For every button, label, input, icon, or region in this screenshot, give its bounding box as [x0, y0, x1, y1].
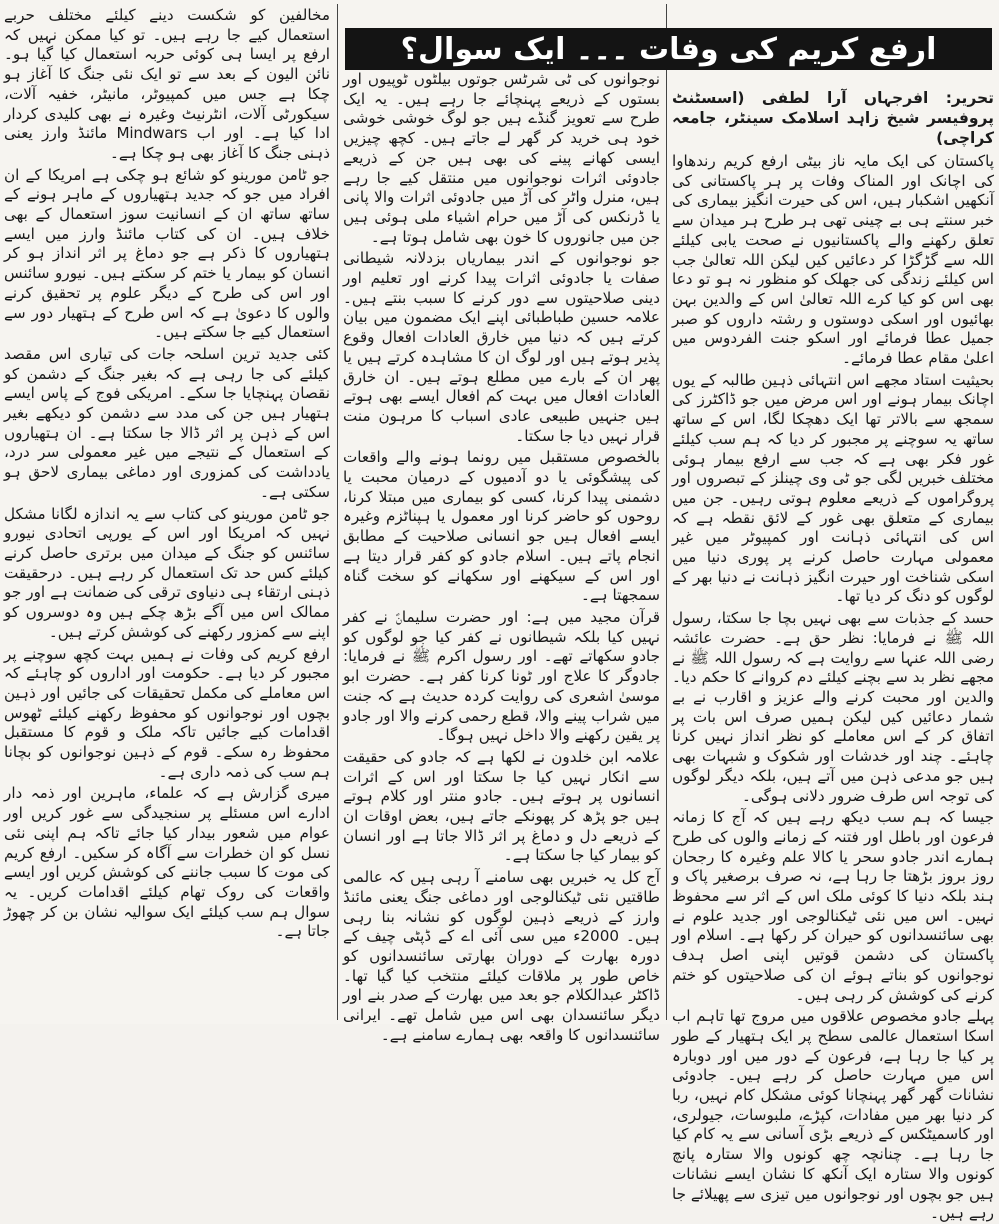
column-divider — [337, 4, 338, 1020]
paragraph: نوجوانوں کی ٹی شرٹس جوتوں بیلٹوں ٹوپیوں اور بستوں کے ذریعے پہنچائے جا رہے ہیں۔ یہ ایک طرح سے تعویز گنڈے ہیں جو لوگ خوشی خوشی خود ہی خرید کر گھر لے جاتے ہیں۔ کچھ چیزیں ایسی کھانے پینے کی بھی ہیں جن کے ذریعے جادوئی اثرات نوجوانوں میں منتقل کیے جا رہے ہیں، منرل واٹر کی آڑ میں جادوئی اثرات والا پانی یا ڈرنکس کی آڑ میں حرام اشیاء ملی ہوئی ہیں جن میں جانوروں کا خون بھی شامل ہوتا ہے۔ — [343, 70, 660, 246]
paragraph: جو ٹامن مورینو کو شائع ہو چکی ہے امریکا کے ان افراد میں جو کہ جدید ہتھیاروں کے ماہر ہونے کے ساتھ ساتھ ان کے انسانیت سوز استعمال کے بھی خلاف ہیں۔ ان کی کتاب مائنڈ وارز میں ایسے ہتھیاروں کا ذکر ہے جو دماغ پر اثر انداز ہو کر انسان کو بیمار یا ختم کر سکتے ہیں۔ نیورو سائنس اور اس کی طرح کے دیگر علوم پر تحقیق کرنے والوں کا دعویٰ ہے کہ اس طرح کے ہتھیار دور سے استعمال کیے جا سکتے ہیں۔ — [4, 165, 330, 342]
article-column-right — [672, 6, 994, 1223]
paragraph: مخالفین کو شکست دینے کیلئے مختلف حربے استعمال کیے جا رہے ہیں۔ تو کیا ممکن نہیں کہ ارفع پر ایسا ہی کوئی حربہ استعمال کیا گیا ہو۔ نائن الیون کے بعد سے تو ایک نئی جنگ کا آغاز ہو چکا ہے جس میں کمپیوٹر، مانیٹر، خفیہ آلات، سیکورٹی آلات، انٹرنیٹ وغیرہ نے بھی کلیدی کردار ادا کیا ہے۔ اور اب Mindwars مائنڈ وارز یعنی ذہنی جنگ کا آغاز بھی ہو چکا ہے۔ — [4, 6, 330, 162]
paragraph: آج کل یہ خبریں بھی سامنے آ رہی ہیں کہ عالمی طاقتیں نئی ٹیکنالوجی اور دماغی جنگ یعنی مائنڈ وارز کے ذریعے ذہین لوگوں کو نشانہ بنا رہی ہیں۔ 2000ء میں سی آئی اے کے ڈپٹی چیف کے دورہ بھارت کے دوران بھارتی سائنسدانوں کو خاص طور پر ملاقات کیلئے منتخب کیا گیا تھا۔ ڈاکٹر عبدالکلام جو بعد میں بھارت کے صدر بنے اور دیگر سائنسدان بھی اس میں شامل تھے۔ ایرانی سائنسدانوں کا واقعہ بھی ہمارے سامنے ہے۔ — [343, 868, 660, 1044]
headline-text: ارفع کریم کی وفات ۔۔۔ ایک سوال؟ — [400, 31, 937, 67]
paragraph: جیسا کہ ہم سب دیکھ رہے ہیں کہ آج کا زمانہ فرعون اور باطل اور فتنہ کے زمانے والوں کی طرح ہمارے اندر جادو سحر یا کالا علم وغیرہ کا رجحان روز بروز بڑھتا جا رہا ہے، نہ صرف برصغیر پاک و ہند بلکہ دنیا کا کوئی ملک اس کے اثر سے محفوظ نہیں۔ اس میں نئی ٹیکنالوجی اور جدید علوم نے بھی سائنسدانوں کو حیران کر رکھا ہے۔ اسلام اور پاکستان کی دشمن قوتیں اپنی اصل ہدف نوجوانوں کو بناتے ہوئے ان کی صلاحیتوں کو ختم کرنے کی کوشش کر رہی ہیں۔ — [672, 808, 994, 1004]
byline: تحریر: افرجہاں آرا لطفی (اسسٹنٹ پروفیسر شیخ زاہد اسلامک سینٹر، جامعہ کراچی) — [672, 89, 994, 147]
paragraph: بالخصوص مستقبل میں رونما ہونے والے واقعات کی پیشگوئی یا دو آدمیوں کے درمیان محبت یا دشمنی پیدا کرنا، کسی کو بیماری میں مبتلا کرنا، روحوں کو حاضر کرنا اور معمول یا ہپناٹزم وغیرہ ایسے افعال ہیں جو انسانی صلاحیت کے مطابق انجام پاتے ہیں۔ اسلام جادو کو کفر قرار دیتا ہے اور اس کے سیکھنے اور سکھانے کو سخت گناہ سمجھتا ہے۔ — [343, 448, 660, 605]
paragraph: جو نوجوانوں کے اندر بیماریاں بزدلانہ شیطانی صفات یا جادوئی اثرات پیدا کرنے اور تعلیم اور دینی صلاحیتوں سے دور کرنے کا سبب بنتے ہیں۔ علامہ حسین طباطبائی اپنے ایک مضمون میں بیان کرتے ہیں کہ دنیا میں خارق العادات افعال وقوع پذیر ہوتے ہیں اور لوگ ان کا مشاہدہ کرتے ہیں یا پھر ان کے بارے میں مطلع ہوتے ہیں۔ ان خارق العادات افعال میں بہت کم افعال ایسے بھی ہوتے ہیں جنہیں طبیعی عادی اسباب کا مرہون منت قرار نہیں دیا جا سکتا۔ — [343, 249, 660, 445]
paragraph: پہلے جادو مخصوص علاقوں میں مروج تھا تاہم اب اسکا استعمال عالمی سطح پر ایک ہتھیار کے طور پر کیا جا رہا ہے، فرعون کے دور میں اور دوبارہ اس میں مہارت حاصل کر رہے ہیں۔ جادوئی نشانات گھر گھر پہنچانا کوئی مشکل کام نہیں، ربا کر دنیا بھر میں مفادات، کپڑے، ملبوسات، جیولری، اور کاسمیٹکس کے ذریعے بڑی آسانی سے یہ کام کیا جا رہا ہے۔ چنانچہ چھ کونوں والا ستارہ پانچ کونوں والا ستارہ ایک آنکھ کا نشان ایسے نشانات ہیں جو بچوں اور نوجوانوں میں تیزی سے پھیلائے جا رہے ہیں۔ — [672, 1007, 994, 1223]
paragraph: حسد کے جذبات سے بھی نہیں بچا جا سکتا، رسول اللہ ﷺ نے فرمایا: نظر حق ہے۔ حضرت عائشہ رضی اللہ عنہا سے روایت ہے کہ رسول اللہ ﷺ نے مجھے نظر بد سے بچنے کیلئے دم کروانے کا حکم دیا۔ والدین اور محبت کرنے والے عزیز و اقارب نے بے شمار دعائیں کیں لیکن ہمیں صرف اس بات پر اتفاق کر کے اس معاملے کو نظر انداز نہیں کرنا چاہئے۔ چند اور خدشات اور شکوک و شبہات بھی ہیں جو مدعی ذہن میں آتے ہیں، بلکہ دیگر لوگوں کی توجہ اس طرف ضرور دلانی ہوگی۔ — [672, 609, 994, 805]
paragraph: علامہ ابن خلدون نے لکھا ہے کہ جادو کی حقیقت سے انکار نہیں کیا جا سکتا اور اس کے اثرات انسانوں پر ہوتے ہیں۔ جادو منتر اور کلام ہوتے ہیں جو پڑھ کر پھونکے جاتے ہیں، بعض اوقات ان کے ذریعے دل و دماغ پر اثر ڈالا جاتا ہے اور انسان کو بیمار کیا جا سکتا ہے۔ — [343, 747, 660, 865]
paragraph: میری گزارش ہے کہ علماء، ماہرین اور ذمہ دار ادارے اس مسئلے پر سنجیدگی سے غور کریں اور عوام میں شعور بیدار کیا جائے تاکہ ہم اپنی نئی نسل کو ان خطرات سے آگاہ کر سکیں۔ ارفع کریم کی موت کا سبب جاننے کی کوشش کریں اور ایسے واقعات کی روک تھام کیلئے اقدامات کریں۔ یہ سوال ہم سب کیلئے ایک سوالیہ نشان بن کر چھوڑ جاتا ہے۔ — [4, 784, 330, 941]
article-column-middle — [343, 70, 660, 1044]
paragraph: پاکستان کی ایک مایہ ناز بیٹی ارفع کریم رندھاوا کی اچانک اور المناک وفات پر ہر پاکستانی کی آنکھیں اشکبار ہیں، اس کی حیرت انگیز بیماری کی خبر سنتے ہی بے چینی تھی ہر طرح ہر میدان سے تعلق رکھنے والے پاکستانیوں نے صحت یابی کیلئے اللہ سے گڑگڑا کر دعائیں کیں لیکن اللہ تعالیٰ جب اس کیلئے زندگی کی جھلک کو منظور نہ ہو تو دعا بھی اس کو کیا کرے اللہ تعالیٰ اس کے والدین بہن بھائیوں اور اسکی دوستوں و رشتہ داروں کو صبر جمیل عطا فرمائے اور اسکو جنت الفردوس میں اعلیٰ مقام عطا فرمائے۔ — [672, 152, 994, 368]
paragraph: بحیثیت استاد مجھے اس انتہائی ذہین طالبہ کے یوں اچانک بیمار ہونے اور اس مرض میں جو ڈاکٹرز کی سمجھ سے بالاتر تھا ایک دھچکا لگا، اس کے ساتھ ساتھ یہ سوچنے پر مجبور کر دیا کہ ہم سب کیلئے غور فکر بھی ہے کہ جب سے ارفع بیمار ہوئی مختلف خبریں لگی جو ٹی وی چینلز کے تبصروں اور پروگراموں کے ذریعے معلوم ہوتی رہیں۔ جن میں بیماری کے متعلق بھی غور کے لائق نقطہ ہے کہ اس کی انتہائی ذہانت اور کمپیوٹر میں غیر معمولی مہارت حاصل کرنے پر پوری دنیا میں اسکی شناخت اور حیرت انگیز ذہانت نے دنیا بھر کے لوگوں کو دنگ کر دیا تھا۔ — [672, 370, 994, 606]
paragraph: کئی جدید ترین اسلحہ جات کی تیاری اس مقصد کیلئے کی جا رہی ہے کہ بغیر جنگ کے دشمن کو نقصان پہنچایا جا سکے۔ امریکی فوج کے پاس ایسے ہتھیار ہیں جن کی مدد سے دشمن کو دیکھے بغیر اس کے ذہن پر اثر ڈالا جا سکتا ہے۔ ان ہتھیاروں کے استعمال کے نتیجے میں غیر معمولی سر درد، یادداشت کی کمزوری اور دماغی بیماری لاحق ہو سکتی ہے۔ — [4, 344, 330, 501]
paragraph: جو ٹامن مورینو کی کتاب سے یہ اندازہ لگانا مشکل نہیں کہ امریکا اور اس کے یورپی اتحادی نیورو سائنس کو جنگ کے میدان میں برتری حاصل کرنے کیلئے کس حد تک استعمال کر رہے ہیں۔ درحقیقت ذہنی ارتقاء ہی دنیاوی ترقی کی ضمانت ہے اور جو ممالک اس میں آگے بڑھ چکے ہیں وہ دوسروں کو اپنے سے کمزور رکھنے کی کوشش کرتے ہیں۔ — [4, 504, 330, 641]
article-column-left — [4, 6, 330, 1024]
paragraph: قرآن مجید میں ہے: اور حضرت سلیمانؑ نے کفر نہیں کیا بلکہ شیطانوں نے کفر کیا جو لوگوں کو جادو سکھاتے تھے۔ اور رسول اکرم ﷺ نے فرمایا: جادوگر کا علاج اور ٹونا کرنا کفر ہے۔ حضرت ابو موسیٰ اشعری کی روایت کردہ حدیث ہے کہ جنت میں شراب پینے والا، قطع رحمی کرنے والا اور جادو پر یقین رکھنے والا داخل نہیں ہوگا۔ — [343, 607, 660, 745]
column-divider — [666, 4, 667, 1020]
paragraph: ارفع کریم کی وفات نے ہمیں بہت کچھ سوچنے پر مجبور کر دیا ہے۔ حکومت اور اداروں کو چاہئے کہ اس معاملے کی مکمل تحقیقات کی جائیں اور ذہین بچوں اور نوجوانوں کو محفوظ رکھنے کیلئے ٹھوس اقدامات کیے جائیں تاکہ ملک و قوم کا مستقبل محفوظ رہ سکے۔ قوم کے ذہین نوجوانوں کو بچانا ہم سب کی ذمہ داری ہے۔ — [4, 644, 330, 781]
